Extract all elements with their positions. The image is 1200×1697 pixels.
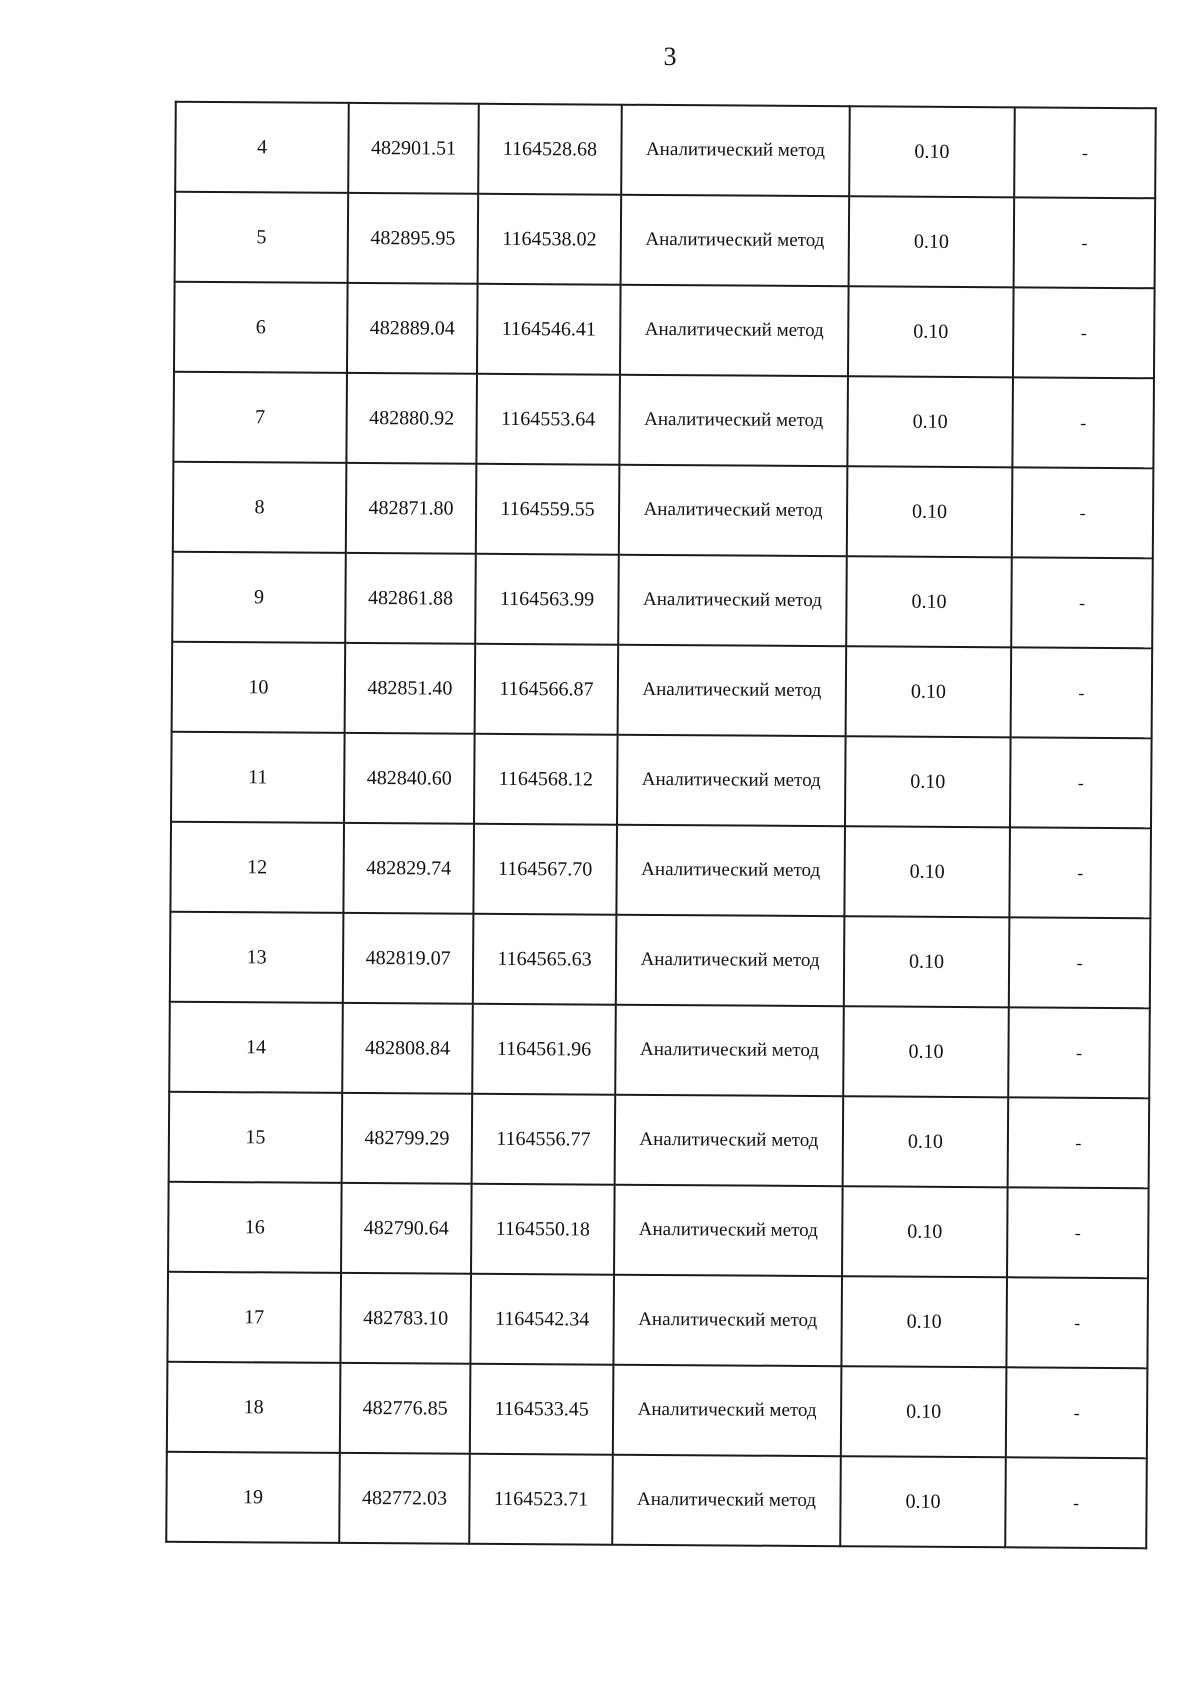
method-cell: Аналитический метод: [619, 375, 848, 467]
point-number-cell: 4: [175, 102, 349, 193]
method-cell: Аналитический метод: [616, 825, 845, 917]
method-cell: Аналитический метод: [621, 105, 850, 197]
x-coordinate-cell: 482829.74: [343, 823, 474, 914]
point-number-cell: 15: [169, 1092, 343, 1183]
note-cell: -: [1011, 647, 1153, 738]
method-cell: Аналитический метод: [615, 1005, 844, 1097]
y-coordinate-cell: 1164563.99: [475, 554, 619, 645]
page-number: 3: [663, 42, 677, 71]
x-coordinate-cell: 482790.64: [341, 1183, 472, 1274]
y-coordinate-cell: 1164561.96: [472, 1004, 616, 1095]
x-coordinate-cell: 482783.10: [340, 1273, 471, 1364]
point-number-cell: 17: [167, 1272, 341, 1363]
accuracy-cell: 0.10: [849, 196, 1015, 287]
point-number-cell: 5: [175, 192, 349, 283]
table-row: [172, 552, 1153, 648]
x-coordinate-cell: 482840.60: [344, 733, 475, 824]
y-coordinate-cell: 1164556.77: [472, 1094, 616, 1185]
table-row: [169, 1002, 1150, 1098]
accuracy-cell: 0.10: [843, 1096, 1009, 1187]
point-number-cell: 12: [170, 822, 344, 913]
x-coordinate-cell: 482901.51: [348, 103, 479, 194]
point-number-cell: 18: [167, 1362, 341, 1453]
x-coordinate-cell: 482776.85: [340, 1363, 471, 1454]
note-cell: -: [1012, 377, 1154, 468]
note-cell: -: [1010, 737, 1152, 828]
method-cell: Аналитический метод: [617, 735, 846, 827]
table-row: [168, 1182, 1149, 1278]
note-cell: -: [1006, 1277, 1148, 1368]
table-row: [166, 1452, 1147, 1548]
table-row: [172, 642, 1153, 738]
y-coordinate-cell: 1164538.02: [478, 194, 622, 285]
accuracy-cell: 0.10: [846, 646, 1012, 737]
note-cell: -: [1008, 1097, 1150, 1188]
x-coordinate-cell: 482851.40: [345, 643, 476, 734]
table-row: [167, 1362, 1148, 1458]
point-number-cell: 6: [174, 282, 348, 373]
accuracy-cell: 0.10: [845, 736, 1011, 827]
table-row: [173, 372, 1154, 468]
note-cell: -: [1007, 1187, 1149, 1278]
note-cell: -: [1006, 1367, 1148, 1458]
y-coordinate-cell: 1164523.71: [469, 1454, 613, 1545]
accuracy-cell: 0.10: [848, 286, 1014, 377]
note-cell: -: [1014, 107, 1156, 198]
accuracy-cell: 0.10: [844, 826, 1010, 917]
note-cell: -: [1005, 1457, 1147, 1548]
point-number-cell: 14: [169, 1002, 343, 1093]
accuracy-cell: 0.10: [844, 916, 1010, 1007]
table-row: [171, 732, 1152, 828]
accuracy-cell: 0.10: [841, 1366, 1007, 1457]
point-number-cell: 13: [170, 912, 344, 1003]
y-coordinate-cell: 1164553.64: [476, 374, 620, 465]
y-coordinate-cell: 1164565.63: [473, 914, 617, 1005]
accuracy-cell: 0.10: [847, 376, 1013, 467]
x-coordinate-cell: 482889.04: [347, 283, 478, 374]
point-number-cell: 7: [173, 372, 347, 463]
y-coordinate-cell: 1164550.18: [471, 1184, 615, 1275]
point-number-cell: 8: [173, 462, 347, 553]
accuracy-cell: 0.10: [840, 1456, 1006, 1547]
table-row: [175, 102, 1156, 198]
method-cell: Аналитический метод: [616, 915, 845, 1007]
note-cell: -: [1012, 467, 1154, 558]
y-coordinate-cell: 1164566.87: [475, 644, 619, 735]
method-cell: Аналитический метод: [613, 1275, 842, 1367]
table-row: [174, 282, 1155, 378]
point-number-cell: 10: [172, 642, 346, 733]
method-cell: Аналитический метод: [618, 555, 847, 647]
x-coordinate-cell: 482772.03: [339, 1453, 470, 1544]
x-coordinate-cell: 482861.88: [345, 553, 476, 644]
y-coordinate-cell: 1164533.45: [470, 1364, 614, 1455]
note-cell: -: [1009, 917, 1151, 1008]
method-cell: Аналитический метод: [618, 645, 847, 737]
accuracy-cell: 0.10: [843, 1006, 1009, 1097]
method-cell: Аналитический метод: [612, 1455, 841, 1547]
method-cell: Аналитический метод: [619, 465, 848, 557]
table-row: [169, 1092, 1150, 1188]
y-coordinate-cell: 1164567.70: [473, 824, 617, 915]
method-cell: Аналитический метод: [615, 1095, 844, 1187]
table-row: [170, 912, 1151, 1008]
method-cell: Аналитический метод: [613, 1365, 842, 1457]
accuracy-cell: 0.10: [841, 1276, 1007, 1367]
table-row: [170, 822, 1151, 918]
y-coordinate-cell: 1164528.68: [478, 104, 622, 195]
accuracy-cell: 0.10: [847, 466, 1013, 557]
accuracy-cell: 0.10: [842, 1186, 1008, 1277]
point-number-cell: 11: [171, 732, 345, 823]
note-cell: -: [1014, 197, 1156, 288]
y-coordinate-cell: 1164559.55: [476, 464, 620, 555]
note-cell: -: [1008, 1007, 1150, 1098]
point-number-cell: 9: [172, 552, 346, 643]
x-coordinate-cell: 482799.29: [342, 1093, 473, 1184]
method-cell: Аналитический метод: [620, 285, 849, 377]
note-cell: -: [1009, 827, 1151, 918]
coordinates-table: [165, 101, 1157, 1549]
accuracy-cell: 0.10: [846, 556, 1012, 647]
method-cell: Аналитический метод: [621, 195, 850, 287]
table-row: [175, 192, 1156, 288]
accuracy-cell: 0.10: [849, 106, 1015, 197]
y-coordinate-cell: 1164568.12: [474, 734, 618, 825]
note-cell: -: [1013, 287, 1155, 378]
y-coordinate-cell: 1164542.34: [470, 1274, 614, 1365]
y-coordinate-cell: 1164546.41: [477, 284, 621, 375]
x-coordinate-cell: 482880.92: [346, 373, 477, 464]
point-number-cell: 16: [168, 1182, 342, 1273]
x-coordinate-cell: 482895.95: [348, 193, 479, 284]
table-row: [173, 462, 1154, 558]
method-cell: Аналитический метод: [614, 1185, 843, 1277]
x-coordinate-cell: 482808.84: [342, 1003, 473, 1094]
table-row: [167, 1272, 1148, 1368]
x-coordinate-cell: 482819.07: [343, 913, 474, 1004]
table-body: [166, 102, 1156, 1548]
x-coordinate-cell: 482871.80: [346, 463, 477, 554]
point-number-cell: 19: [166, 1452, 340, 1543]
note-cell: -: [1011, 557, 1153, 648]
